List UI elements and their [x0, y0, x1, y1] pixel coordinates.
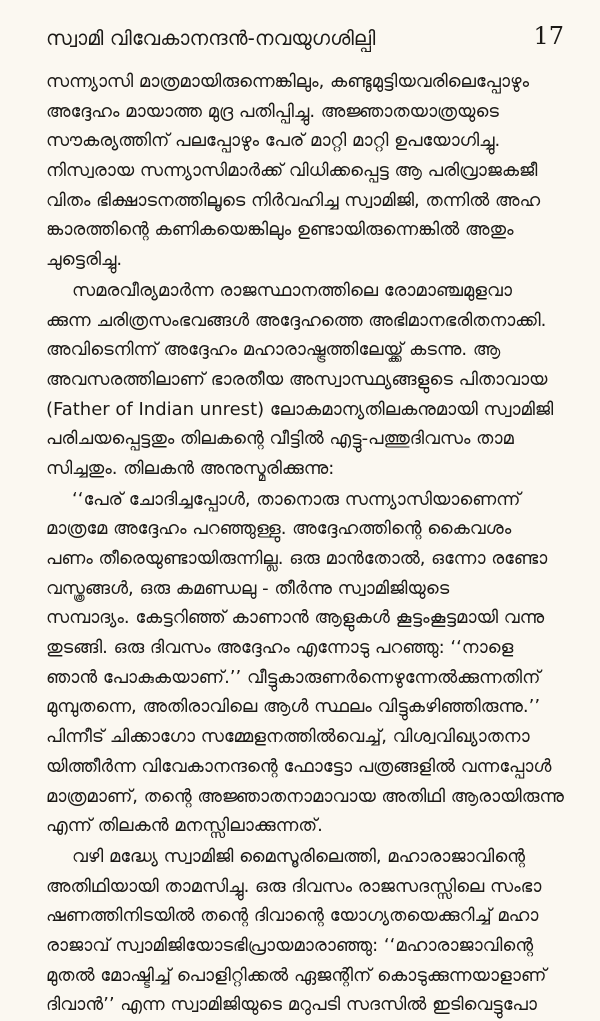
text-line: മുതൽ മോഷ്ടിച്ച് പൊളിറ്റിക്കൽ ഏജന്റിന് കൊടുക്കുന്നയാളാണ്: [46, 964, 547, 986]
text-line: സന്ന്യാസി മാത്രമായിരുന്നെങ്കിലും, കണ്ടുമുട്ടിയവരിലെപ്പോഴും: [46, 71, 530, 92]
text-line: മുമ്പുതന്നെ, അതിരാവിലെ ആൾ സ്ഥലം വിട്ടുകഴിഞ്ഞിരുന്നു.’’: [46, 696, 541, 718]
paragraph-2: [46, 276, 572, 484]
page-number: 17: [533, 22, 564, 50]
text-line: ‘‘പേര് ചോദിച്ചപ്പോൾ, താനൊരു സന്ന്യാസിയാണെന്ന്: [72, 488, 521, 510]
paragraph-4: [46, 842, 572, 1020]
text-line: (Father of Indian unrest) ലോകമാന്യതിലകനുമായി സ്വാമിജി: [46, 398, 554, 420]
text-line: സിച്ചതും. തിലകൻ അനുസ്മരിക്കുന്നു:: [46, 457, 335, 479]
text-line: അവസരത്തിലാണ് ഭാരതീയ അസ്വാസ്ഥ്യങ്ങളുടെ പിതാവായ: [46, 368, 548, 390]
text-line: ങ്കാരത്തിന്റെ കണികയെങ്കിലും ഉണ്ടായിരുന്നെങ്കിൽ അതും: [46, 219, 514, 241]
text-line: മാത്രമേ അദ്ദേഹം പറഞ്ഞുള്ളു. അദ്ദേഹത്തിന്റെ കൈവശം: [46, 518, 512, 540]
text-line: തുടങ്ങി. ഒരു ദിവസം അദ്ദേഹം എന്നോടു പറഞ്ഞു: ‘‘നാളെ: [46, 637, 514, 659]
text-line: ഷണത്തിനിടയിൽ തന്റെ ദിവാന്റെ യോഗ്യതയെക്കുറിച്ച് മഹാ: [46, 905, 539, 927]
text-line: സമരവീര്യമാർന്ന രാജസ്ഥാനത്തിലെ രോമാഞ്ചമുളവാ: [72, 279, 512, 301]
text-line: നിസ്വരായ സന്ന്യാസിമാർക്ക് വിധിക്കപ്പെട്ട ആ പരിവ്രാജകജീ: [46, 160, 538, 182]
text-line: പരിചയപ്പെട്ടതും തിലകന്റെ വീട്ടിൽ എട്ടു-പത്തുദിവസം താമ: [46, 428, 514, 450]
text-line: അവിടെനിന്ന് അദ്ദേഹം മഹാരാഷ്ട്രത്തിലേയ്ക്ക് കടന്നു. ആ: [46, 339, 501, 361]
text-line: സൗകര്യത്തിന് പലപ്പോഴും പേര് മാറ്റി മാറ്റി ഉപയോഗിച്ചു.: [46, 130, 501, 152]
text-line: പിന്നീട് ചിക്കാഗോ സമ്മേളനത്തിൽവെച്ച്, വിശ്വവിഖ്യാതനാ: [46, 726, 530, 748]
text-line: ഞാൻ പോകുകയാണ്.’’ വീട്ടുകാരുണർന്നെഴുന്നേൽക്കുന്നതിന്: [46, 666, 541, 688]
paragraph-3: [46, 485, 572, 841]
text-line: എന്ന് തിലകൻ മനസ്സിലാക്കുന്നത്.: [46, 815, 323, 837]
text-line: ക്കുന്ന ചരിത്രസംഭവങ്ങൾ അദ്ദേഹത്തെ അഭിമാനഭരിതനാക്കി.: [46, 309, 547, 331]
text-line: പണം തീരെയുണ്ടായിരുന്നില്ല. ഒരു മാൻതോൽ, ഒന്നോ രണ്ടോ: [46, 548, 548, 569]
text-line: മാത്രമാണ്, തന്റെ അജ്ഞാതനാമാവായ അതിഥി ആരായിരുന്നു: [46, 785, 564, 807]
text-line: വിതം ഭിക്ഷാടനത്തിലൂടെ നിർവഹിച്ച സ്വാമിജി, തന്നിൽ അഹ: [46, 189, 541, 211]
text-line: ദിവാൻ’’ എന്ന സ്വാമിജിയുടെ മറുപടി സദസിൽ ഇടിവെട്ടുപോ: [46, 994, 537, 1016]
paragraph-1: [46, 67, 572, 275]
body-text: [46, 67, 572, 1020]
text-line: അദ്ദേഹം മായാത്ത മുദ്ര പതിപ്പിച്ചു. അജ്ഞാതയാത്രയുടെ: [46, 100, 499, 122]
text-line: വഴി മദ്ധ്യേ സ്വാമിജി മൈസൂരിലെത്തി, മഹാരാജാവിന്റെ: [72, 845, 526, 867]
text-line: വസ്ത്രങ്ങൾ, ഒരു കമണ്ഡലു - തീർന്നു സ്വാമിജിയുടെ: [46, 577, 450, 599]
page-header: [46, 20, 564, 54]
text-line: ചുട്ടെരിച്ചു.: [46, 249, 123, 271]
running-title: സ്വാമി വിവേകാനന്ദൻ-നവയുഗശില്പി: [46, 26, 376, 50]
text-line: അതിഥിയായി താമസിച്ചു. ഒരു ദിവസം രാജസദസ്സിലെ സംഭാ: [46, 875, 542, 897]
text-line: സമ്പാദ്യം. കേട്ടറിഞ്ഞ് കാണാൻ ആളുകൾ കൂട്ടംകൂട്ടമായി വന്നു: [46, 607, 545, 629]
text-line: യിത്തീർന്ന വിവേകാനന്ദന്റെ ഫോട്ടോ പത്രങ്ങളിൽ വന്നപ്പോൾ: [46, 755, 552, 777]
text-line: രാജാവ് സ്വാമിജിയോടഭിപ്രായമാരാഞ്ഞു: ‘‘മഹാരാജാവിന്റെ: [46, 934, 534, 956]
